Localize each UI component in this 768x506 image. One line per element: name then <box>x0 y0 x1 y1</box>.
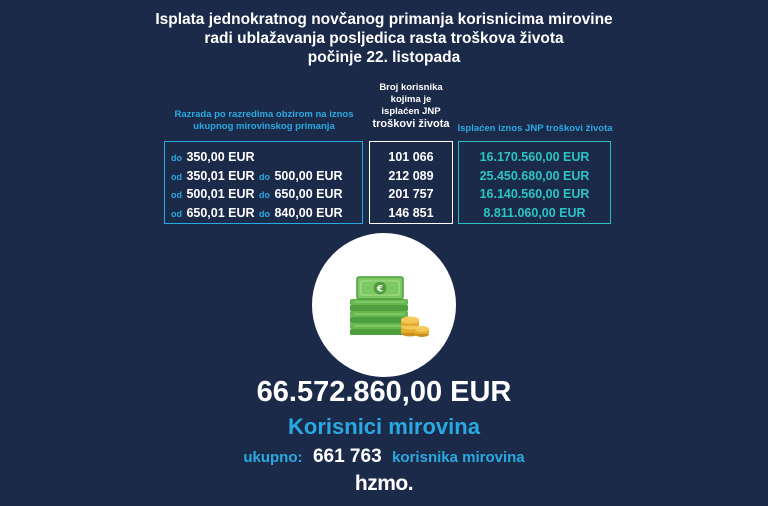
range-to-amount: 650,00 EUR <box>274 187 343 201</box>
paid-amount: 16.140.560,00 EUR <box>479 187 590 201</box>
column-header-count-line-3: isplaćen JNP <box>381 106 441 117</box>
money-stack-icon <box>312 233 456 377</box>
paid-amount: 8.811.060,00 EUR <box>483 205 586 220</box>
range-to-amount: 840,00 EUR <box>274 205 343 220</box>
column-header-count-line-2: kojima je <box>390 94 432 105</box>
page-title <box>0 10 768 67</box>
column-header-range-line-2: ukupnog mirovinskog primanja <box>193 121 335 132</box>
table-row <box>171 185 362 204</box>
beneficiary-count: 212 089 <box>388 168 434 183</box>
paid-table-box <box>458 141 611 224</box>
euro-symbol: € <box>376 284 384 295</box>
column-header-range <box>162 109 366 133</box>
count-table-box <box>369 141 453 224</box>
column-header-count-line-1: Broj korisnika <box>379 82 443 93</box>
total-count-prefix: ukupno: <box>243 449 303 466</box>
range-to-prefix: do <box>259 190 271 200</box>
table-row <box>171 148 362 167</box>
total-count-suffix: korisnika mirovina <box>392 449 525 466</box>
column-header-count <box>366 82 456 130</box>
column-header-paid: Isplaćen iznos JNP troškovi života <box>457 123 613 134</box>
range-to-prefix: do <box>259 171 271 182</box>
range-from-prefix: od <box>171 208 182 219</box>
title-line-3: počinje 22. listopada <box>307 49 461 66</box>
paid-amount: 25.450.680,00 EUR <box>479 168 590 183</box>
column-header-count-line-4: troškovi života <box>372 118 450 130</box>
total-count-value: 661 763 <box>312 446 382 467</box>
title-line-1: Isplata jednokratnog novčanog primanja korisnicima mirovine <box>155 11 613 28</box>
beneficiary-count: 201 757 <box>388 187 434 201</box>
total-amount: 66.572.860,00 EUR <box>256 376 512 408</box>
range-to-amount: 350,00 EUR <box>186 150 255 164</box>
total-count-line <box>0 446 768 468</box>
beneficiary-count: 101 066 <box>388 150 434 164</box>
range-from-amount: 350,01 EUR <box>186 168 255 183</box>
paid-amount: 16.170.560,00 EUR <box>479 150 590 164</box>
hzmo-logo: hzmo. <box>354 472 414 495</box>
range-from-amount: 500,01 EUR <box>186 187 255 201</box>
group-label: Korisnici mirovina <box>288 414 480 439</box>
range-table-box <box>164 141 363 224</box>
beneficiary-count: 146 851 <box>388 205 434 220</box>
table-row <box>171 204 362 223</box>
range-from-prefix: od <box>171 190 182 200</box>
range-to-amount: 500,00 EUR <box>274 168 343 183</box>
title-line-2: radi ublažavanja posljedica rasta troškova života <box>204 30 564 47</box>
illustration-circle <box>312 233 456 377</box>
range-to-prefix: do <box>171 153 182 163</box>
range-from-prefix: od <box>171 171 182 182</box>
range-to-prefix: do <box>259 208 271 219</box>
column-header-range-line-1: Razrada po razredima obzirom na iznos <box>174 109 354 120</box>
table-row <box>171 167 362 186</box>
range-from-amount: 650,01 EUR <box>186 205 255 220</box>
